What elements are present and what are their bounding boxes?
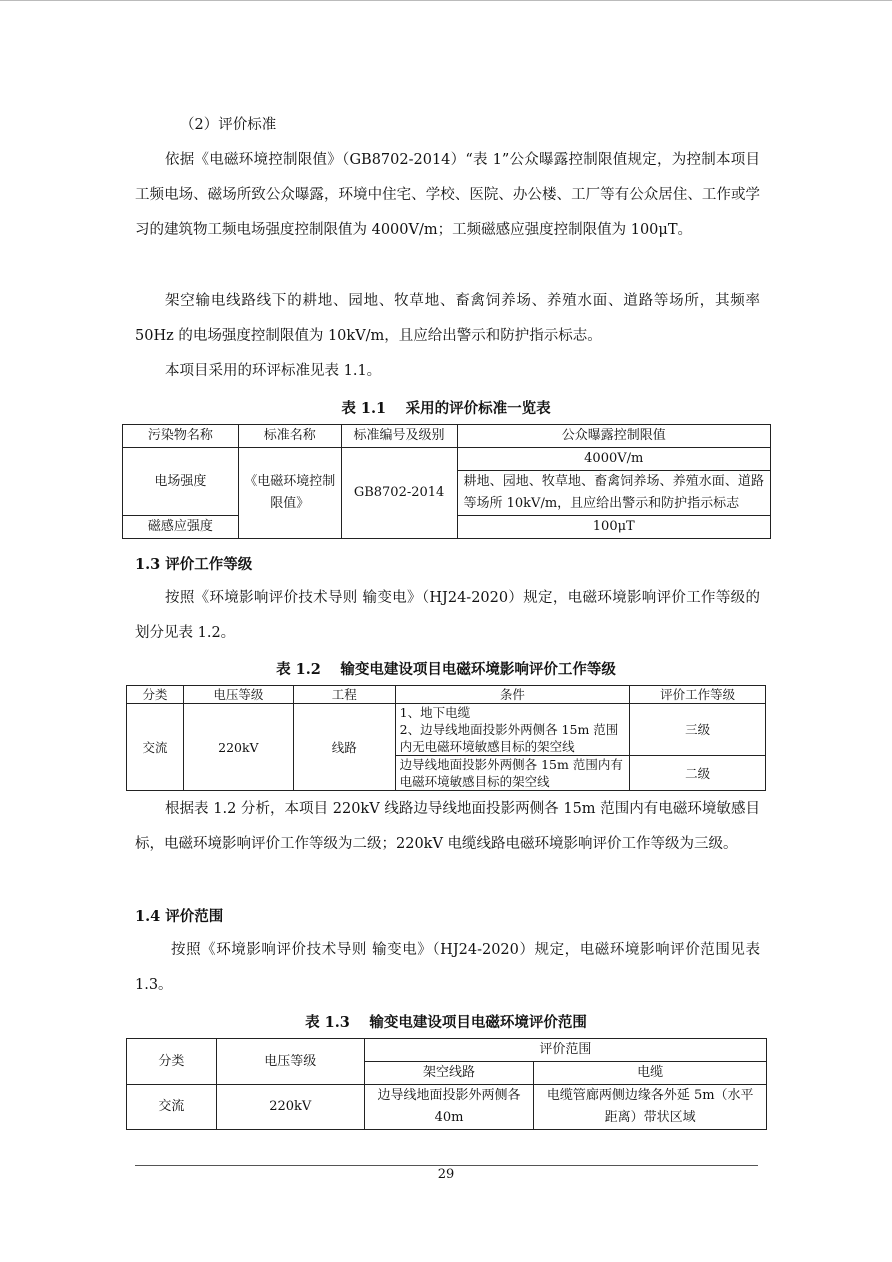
table-row	[127, 1085, 767, 1130]
section-1-3-heading: 1.3 评价工作等级	[135, 556, 253, 573]
table-cell: 线路	[293, 704, 395, 791]
table-3	[126, 1038, 767, 1130]
table-cell: 边导线地面投影外两侧各 15m 范围内有电磁环境敏感目标的架空线	[395, 756, 630, 791]
table-cell: 交流	[127, 704, 184, 791]
condition-line: 2、边导线地面投影外两侧各 15m 范围内无电磁环境敏感目标的架空线	[399, 722, 619, 754]
table-header-cell: 电压等级	[216, 1039, 364, 1085]
table-header-cell: 电缆	[534, 1062, 767, 1085]
table-header-cell: 标准编号及级别	[341, 425, 457, 448]
table-header-cell: 工程	[293, 686, 395, 704]
section-1-4-heading: 1.4 评价范围	[135, 908, 224, 925]
table-2	[126, 685, 766, 791]
table-header-cell: 条件	[395, 686, 630, 704]
table-row	[127, 1039, 767, 1062]
criteria-paragraph-3: 本项目采用的环评标准见表 1.1。	[165, 363, 382, 379]
footer-rule	[135, 1165, 758, 1166]
table-cell: 耕地、园地、牧草地、畜禽饲养场、养殖水面、道路等场所 10kV/m，且应给出警示和防护指示标志	[457, 471, 771, 516]
table-row	[123, 448, 771, 471]
table-cell: GB8702-2014	[341, 448, 457, 539]
table-cell: 二级	[630, 756, 766, 791]
table-row	[123, 425, 771, 448]
criteria-paragraph-1: 依据《电磁环境控制限值》（GB8702-2014）“表 1”公众曝露控制限值规定，为控制本项目工频电场、磁场所致公众曝露，环境中住宅、学校、医院、办公楼、工厂等有公众居住、工作或学习的建筑物工频电场强度控制限值为 4000V/m；工频磁感应强度控制限值为 100μT。	[135, 152, 760, 238]
section-1-3-paragraph: 按照《环境影响评价技术导则 输变电》（HJ24-2020）规定，电磁环境影响评价工作等级的划分见表 1.2。	[135, 590, 760, 641]
table-cell: 4000V/m	[457, 448, 771, 471]
table-header-cell: 电压等级	[183, 686, 293, 704]
table-header-cell: 分类	[127, 1039, 217, 1085]
table-cell: 边导线地面投影外两侧各 40m	[364, 1085, 534, 1130]
table-row	[127, 704, 766, 756]
table-cell	[395, 704, 630, 756]
table-header-cell: 污染物名称	[123, 425, 239, 448]
table-cell: 220kV	[183, 704, 293, 791]
table-header-cell: 评价范围	[364, 1039, 766, 1062]
table-cell: 《电磁环境控制限值》	[238, 448, 341, 539]
analysis-paragraph: 根据表 1.2 分析，本项目 220kV 线路边导线地面投影两侧各 15m 范围内有电磁环境敏感目标，电磁环境影响评价工作等级为二级；220kV 电缆线路电磁环境影响评价工作等级为三级。	[135, 801, 760, 852]
criteria-heading: （2）评价标准	[180, 117, 277, 133]
table-cell: 电场强度	[123, 448, 239, 516]
condition-line: 1、地下电缆	[399, 705, 471, 720]
table-header-cell: 标准名称	[238, 425, 341, 448]
table-1-caption: 表 1.1 采用的评价标准一览表	[341, 400, 551, 417]
table-header-cell: 公众曝露控制限值	[457, 425, 771, 448]
table-cell: 220kV	[216, 1085, 364, 1130]
table-3-caption: 表 1.3 输变电建设项目电磁环境评价范围	[305, 1014, 587, 1031]
table-cell: 100μT	[457, 516, 771, 539]
table-row	[127, 686, 766, 704]
table-header-cell: 架空线路	[364, 1062, 534, 1085]
table-1	[122, 424, 771, 539]
table-cell: 三级	[630, 704, 766, 756]
page-number: 29	[437, 1167, 455, 1182]
table-header-cell: 评价工作等级	[630, 686, 766, 704]
criteria-paragraph-2: 架空输电线路线下的耕地、园地、牧草地、畜禽饲养场、养殖水面、道路等场所，其频率 50Hz 的电场强度控制限值为 10kV/m，且应给出警示和防护指示标志。	[135, 293, 760, 344]
table-header-cell: 分类	[127, 686, 184, 704]
table-cell: 电缆管廊两侧边缘各外延 5m（水平距离）带状区域	[534, 1085, 767, 1130]
table-cell: 交流	[127, 1085, 217, 1130]
table-2-caption: 表 1.2 输变电建设项目电磁环境影响评价工作等级	[276, 661, 616, 678]
top-border	[0, 0, 892, 1]
section-1-4-paragraph: 按照《环境影响评价技术导则 输变电》（HJ24-2020）规定，电磁环境影响评价范围见表 1.3。	[135, 942, 760, 993]
table-cell: 磁感应强度	[123, 516, 239, 539]
